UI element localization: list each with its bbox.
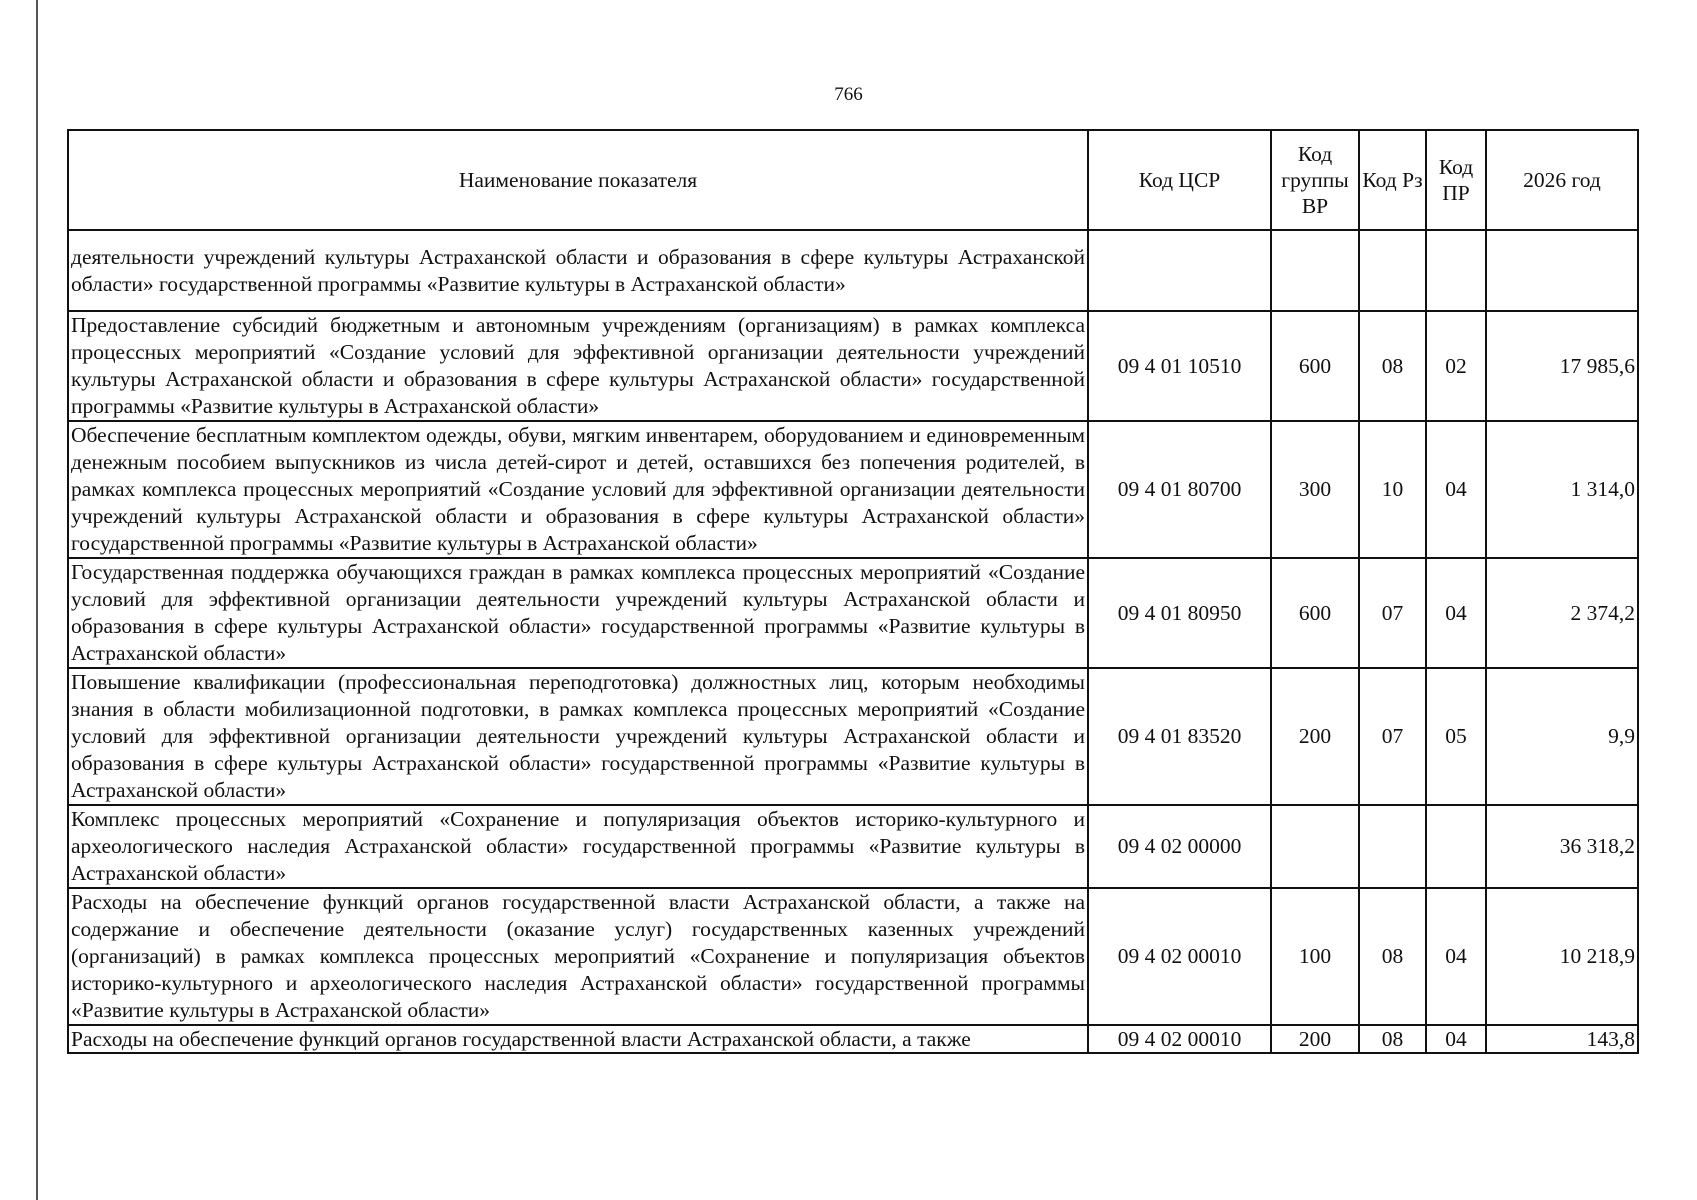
row-name: Расходы на обеспечение функций органов государственной власти Астраханской области, а также на содержание и обеспечение деятельности (оказание услуг) государственных казенных учреждений (организаций) в рамках комплекса процессных мероприятий «Сохранение и популяризация объектов историко-культурного и археологического наследия Астраханской области» государственной программы «Развитие культуры в Астраханской области»: [68, 888, 1088, 1025]
row-pr: 04: [1426, 421, 1486, 558]
row-name: Повышение квалификации (профессиональная переподготовка) должностных лиц, которым необходимы знания в области мобилизационной подготовки, в рамках комплекса процессных мероприятий «Создание условий для эффективной организации деятельности учреждений культуры Астраханской области и образования в сфере культуры Астраханской области» государственной программы «Развитие культуры в Астраханской области»: [68, 668, 1088, 805]
header-name: Наименование показателя: [68, 130, 1088, 230]
row-amount: 36 318,2: [1486, 805, 1638, 888]
row-vr: 100: [1271, 888, 1359, 1025]
table-row: [68, 805, 1638, 888]
row-vr: 600: [1271, 311, 1359, 421]
row-csr: 09 4 01 83520: [1088, 668, 1271, 805]
row-rz: 08: [1359, 888, 1426, 1025]
row-pr: 04: [1426, 558, 1486, 668]
row-rz: 08: [1359, 311, 1426, 421]
row-name: Комплекс процессных мероприятий «Сохранение и популяризация объектов историко-культурного и археологического наследия Астраханской области» государственной программы «Развитие культуры в Астраханской области»: [68, 805, 1088, 888]
header-pr: Код ПР: [1426, 130, 1486, 230]
row-name: деятельности учреждений культуры Астраханской области и образования в сфере культуры Астраханской области» государственной программы «Развитие культуры в Астраханской области»: [68, 230, 1088, 311]
row-csr: 09 4 02 00010: [1088, 1025, 1271, 1053]
row-vr: 600: [1271, 558, 1359, 668]
table-row: [68, 230, 1638, 311]
row-pr: 05: [1426, 668, 1486, 805]
table-row: [68, 668, 1638, 805]
table-row: [68, 558, 1638, 668]
table-row: [68, 311, 1638, 421]
row-vr: [1271, 230, 1359, 311]
row-csr: 09 4 01 10510: [1088, 311, 1271, 421]
table-row: [68, 421, 1638, 558]
row-pr: 04: [1426, 1025, 1486, 1053]
row-amount: 143,8: [1486, 1025, 1638, 1053]
row-pr: 02: [1426, 311, 1486, 421]
row-amount: 10 218,9: [1486, 888, 1638, 1025]
row-rz: [1359, 805, 1426, 888]
row-csr: 09 4 01 80950: [1088, 558, 1271, 668]
row-name: Государственная поддержка обучающихся граждан в рамках комплекса процессных мероприятий «Создание условий для эффективной организации деятельности учреждений культуры Астраханской области и образования в сфере культуры Астраханской области» государственной программы «Развитие культуры в Астраханской области»: [68, 558, 1088, 668]
row-rz: 08: [1359, 1025, 1426, 1053]
row-vr: 300: [1271, 421, 1359, 558]
header-rz: Код Рз: [1359, 130, 1426, 230]
page-number: 766: [834, 84, 863, 105]
row-vr: 200: [1271, 1025, 1359, 1053]
row-amount: [1486, 230, 1638, 311]
row-name: Обеспечение бесплатным комплектом одежды, обуви, мягким инвентарем, оборудованием и единовременным денежным пособием выпускников из числа детей-сирот и детей, оставшихся без попечения родителей, в рамках комплекса процессных мероприятий «Создание условий для эффективной организации деятельности учреждений культуры Астраханской области и образования в сфере культуры Астраханской области» государственной программы «Развитие культуры в Астраханской области»: [68, 421, 1088, 558]
row-csr: 09 4 02 00000: [1088, 805, 1271, 888]
table-row: [68, 1025, 1638, 1053]
row-vr: [1271, 805, 1359, 888]
table-row: [68, 888, 1638, 1025]
header-vr: Код группы ВР: [1271, 130, 1359, 230]
binding-margin-line: [36, 0, 38, 1200]
header-csr: Код ЦСР: [1088, 130, 1271, 230]
row-rz: 07: [1359, 668, 1426, 805]
row-pr: [1426, 805, 1486, 888]
row-amount: 2 374,2: [1486, 558, 1638, 668]
row-rz: 10: [1359, 421, 1426, 558]
row-amount: 1 314,0: [1486, 421, 1638, 558]
row-amount: 17 985,6: [1486, 311, 1638, 421]
table-header-row: [68, 130, 1638, 230]
row-vr: 200: [1271, 668, 1359, 805]
row-csr: 09 4 01 80700: [1088, 421, 1271, 558]
budget-table: [67, 129, 1639, 1054]
row-pr: 04: [1426, 888, 1486, 1025]
row-pr: [1426, 230, 1486, 311]
row-name: Расходы на обеспечение функций органов государственной власти Астраханской области, а также: [68, 1025, 1088, 1053]
row-amount: 9,9: [1486, 668, 1638, 805]
row-name: Предоставление субсидий бюджетным и автономным учреждениям (организациям) в рамках комплекса процессных мероприятий «Создание условий для эффективной организации деятельности учреждений культуры Астраханской области и образования в сфере культуры Астраханской области» государственной программы «Развитие культуры в Астраханской области»: [68, 311, 1088, 421]
row-rz: [1359, 230, 1426, 311]
row-csr: [1088, 230, 1271, 311]
header-year: 2026 год: [1486, 130, 1638, 230]
row-rz: 07: [1359, 558, 1426, 668]
row-csr: 09 4 02 00010: [1088, 888, 1271, 1025]
